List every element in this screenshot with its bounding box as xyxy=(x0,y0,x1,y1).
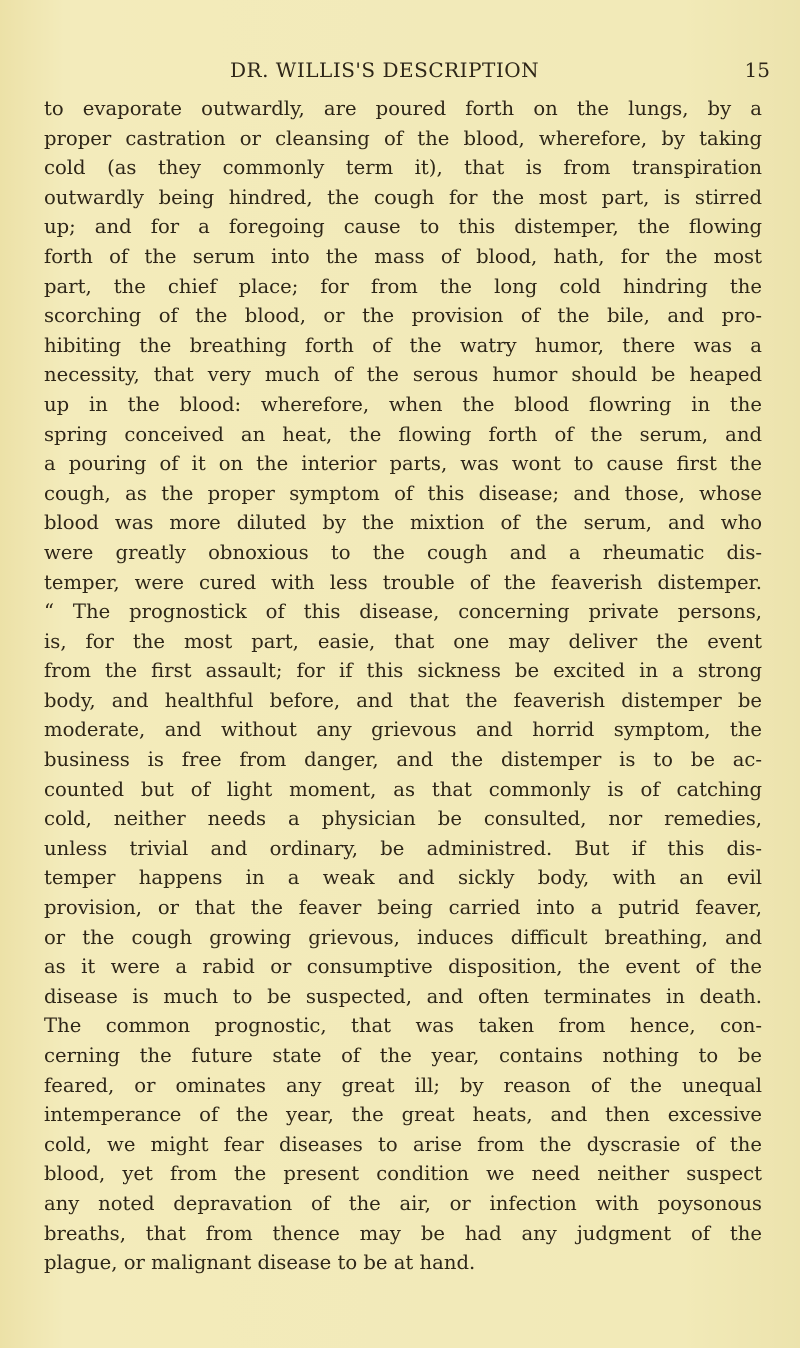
text-line: cold, neither needs a physician be consulted, nor remedies, xyxy=(44,807,762,831)
text-line: up; and for a foregoing cause to this distemper, the flowing xyxy=(44,215,762,239)
text-line: provision, or that the feaver being carried into a putrid feaver, xyxy=(44,896,762,920)
text-line: temper happens in a weak and sickly body, with an evil xyxy=(44,866,762,890)
body-text xyxy=(44,94,762,1278)
text-line: plague, or malignant disease to be at hand. xyxy=(44,1251,476,1275)
text-line: or the cough growing grievous, induces difficult breathing, and xyxy=(44,925,762,949)
page-number: 15 xyxy=(744,58,770,82)
running-title: DR. WILLIS'S DESCRIPTION xyxy=(230,58,540,82)
text-line: intemperance of the year, the great heats, and then excessive xyxy=(44,1103,762,1127)
text-line: blood was more diluted by the mixtion of the serum, and who xyxy=(44,511,762,535)
text-line: spring conceived an heat, the flowing forth of the serum, and xyxy=(44,422,762,446)
text-line: cold (as they commonly term it), that is from transpiration xyxy=(44,156,762,180)
text-line: part, the chief place; for from the long cold hindring the xyxy=(44,274,762,298)
text-line: forth of the serum into the mass of blood, hath, for the most xyxy=(44,244,762,268)
text-line: to evaporate outwardly, are poured forth on the lungs, by a xyxy=(44,97,762,120)
text-line: is, for the most part, easie, that one may deliver the event xyxy=(44,629,762,653)
text-line: up in the blood: wherefore, when the blood flowring in the xyxy=(44,392,762,416)
text-line: cough, as the proper symptom of this disease; and those, whose xyxy=(44,481,762,505)
text-line: as it were a rabid or consumptive disposition, the event of the xyxy=(44,955,762,979)
text-line: temper, were cured with less trouble of the feaverish distemper. xyxy=(44,570,762,594)
text-line: counted but of light moment, as that commonly is of catching xyxy=(44,777,762,801)
running-head xyxy=(30,58,770,88)
text-line: hibiting the breathing forth of the watry humor, there was a xyxy=(44,333,762,357)
text-line: from the first assault; for if this sickness be excited in a strong xyxy=(44,659,762,683)
text-line: feared, or ominates any great ill; by reason of the unequal xyxy=(44,1073,762,1097)
text-line: were greatly obnoxious to the cough and a rheumatic dis- xyxy=(44,540,762,564)
text-line: body, and healthful before, and that the feaverish distemper be xyxy=(44,688,762,712)
text-line: moderate, and without any grievous and horrid symptom, the xyxy=(44,718,762,742)
text-line: breaths, that from thence may be had any judgment of the xyxy=(44,1221,762,1245)
text-line: business is free from danger, and the distemper is to be ac- xyxy=(44,748,762,772)
text-line: disease is much to be suspected, and often terminates in death. xyxy=(44,984,762,1008)
text-line: a pouring of it on the interior parts, was wont to cause first the xyxy=(44,452,762,476)
text-line: necessity, that very much of the serous humor should be heaped xyxy=(44,363,762,387)
text-line: outwardly being hindred, the cough for the most part, is stirred xyxy=(44,185,762,209)
text-line: blood, yet from the present condition we need neither suspect xyxy=(44,1162,762,1186)
text-line: “ The prognostick of this disease, concerning private persons, xyxy=(44,600,762,624)
text-line: The common prognostic, that was taken from hence, con- xyxy=(44,1014,762,1038)
text-line: unless trivial and ordinary, be administred. But if this dis- xyxy=(44,836,762,860)
text-line: any noted depravation of the air, or infection with poysonous xyxy=(44,1191,762,1215)
text-line: cerning the future state of the year, contains nothing to be xyxy=(44,1044,762,1067)
text-line: proper castration or cleansing of the blood, wherefore, by taking xyxy=(44,126,762,150)
text-line: cold, we might fear diseases to arise from the dyscrasie of the xyxy=(44,1132,762,1156)
text-line: scorching of the blood, or the provision of the bile, and pro- xyxy=(44,304,762,328)
